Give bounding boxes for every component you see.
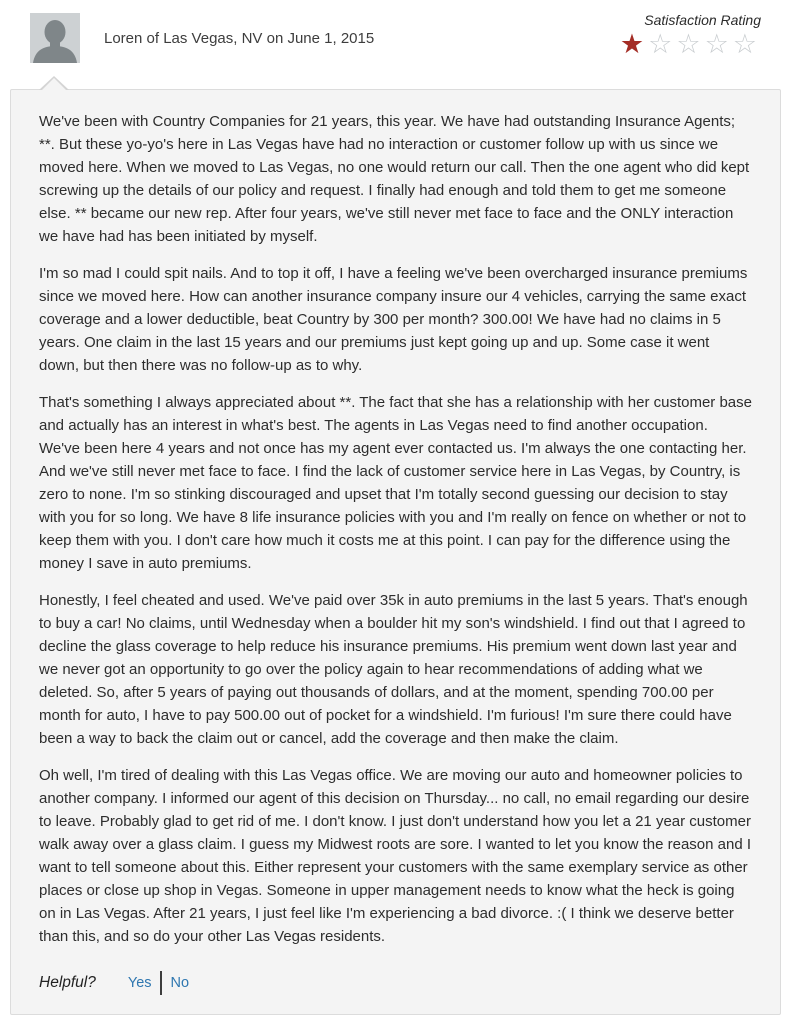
star-empty-icon: ☆ bbox=[676, 29, 705, 59]
satisfaction-rating-label: Satisfaction Rating bbox=[644, 12, 761, 28]
star-empty-icon: ☆ bbox=[732, 29, 761, 59]
review-paragraph: Honestly, I feel cheated and used. We've paid over 35k in auto premiums in the last 5 years. That's enough to buy a car! No claims, until Wednesday when a boulder hit my son's windshield. I find out that I agreed to decline the glass coverage to help reduce his insurance premiums. His premium went down last year and we never got an opportunity to go over the policy again to hear recommendations of adding what we deleted. So, after 5 years of paying out thousands of dollars, and at the moment, spending 700.00 per month for auto, I have to pay 500.00 out of pocket for a windshield. I'm furious! I'm sure there could have been a way to back the claim out or cancel, add the coverage and then make the claim. bbox=[39, 592, 748, 747]
satisfaction-rating bbox=[620, 12, 761, 60]
review-paragraph: I'm so mad I could spit nails. And to top it off, I have a feeling we've been overcharged insurance premiums since we moved here. How can another insurance company insure our 4 vehicles, carrying the same exact coverage and a lower deductible, beat Country by 300 per month? 300.00! We have had no claims in 5 years. One claim in the last 15 years and our premiums just kept going up and up. Some case it went down, but then there was no follow-up as to why. bbox=[39, 265, 748, 374]
helpful-row bbox=[39, 971, 752, 995]
helpful-no-link[interactable]: No bbox=[170, 975, 190, 991]
review-paragraph: That's something I always appreciated about **. The fact that she has a relationship with her customer base and actually has an interest in what's best. The agents in Las Vegas need to find another occupation. We've been here 4 years and not once has my agent ever contacted us. I'm always the one contacting her. And we've still never met face to face. I find the lack of customer service here in Las Vegas, by Country, is zero to none. I'm so stinking discouraged and upset that I'm totally second guessing our decision to stay with you for so long. We have 8 life insurance policies with you and I'm really on fence on whether or not to keep them with you. I don't care how much it costs me at this point. I can pay for the difference using the money I save in auto premiums. bbox=[39, 394, 752, 572]
review-text bbox=[39, 110, 752, 948]
person-silhouette-icon bbox=[30, 13, 80, 63]
star-filled-icon: ★ bbox=[619, 29, 649, 59]
helpful-yes-link[interactable]: Yes bbox=[127, 975, 152, 991]
star-rating bbox=[620, 30, 761, 60]
review-bubble bbox=[10, 89, 781, 1015]
review-header bbox=[0, 0, 791, 76]
star-empty-icon: ☆ bbox=[648, 29, 677, 59]
vote-separator bbox=[160, 971, 162, 995]
helpful-label: Helpful? bbox=[39, 974, 96, 991]
star-empty-icon: ☆ bbox=[704, 29, 733, 59]
speech-bubble-pointer bbox=[39, 76, 69, 90]
avatar bbox=[30, 13, 80, 63]
review-author-line: Loren of Las Vegas, NV on June 1, 2015 bbox=[104, 30, 375, 47]
review-paragraph: We've been with Country Companies for 21 years, this year. We have had outstanding Insurance Agents; **. But these yo-yo's here in Las Vegas have had no interaction or customer follow up with us since we moved here. When we moved to Las Vegas, no one would return our call. Then the one agent who did kept screwing up the details of our policy and request. I finally had enough and told them to get me someone else. ** became our new rep. After four years, we've still never met face to face and the ONLY interaction we have had has been initiated by myself. bbox=[39, 113, 750, 245]
review-paragraph: Oh well, I'm tired of dealing with this Las Vegas office. We are moving our auto and homeowner policies to another company. I informed our agent of this decision on Thursday... no call, no email regarding our desire to leave. Probably glad to get rid of me. I don't know. I just don't understand how you let a 21 year customer walk away over a glass claim. I guess my Midwest roots are sore. I wanted to let you know the reason and I want to tell someone about this. Either represent your customers with the same exemplary service as other places or close up shop in Vegas. Someone in upper management needs to know what the heck is going on in Las Vegas. After 21 years, I just feel like I'm experiencing a bad divorce. :( I think we deserve better than this, and so do your other Las Vegas residents. bbox=[39, 767, 751, 945]
